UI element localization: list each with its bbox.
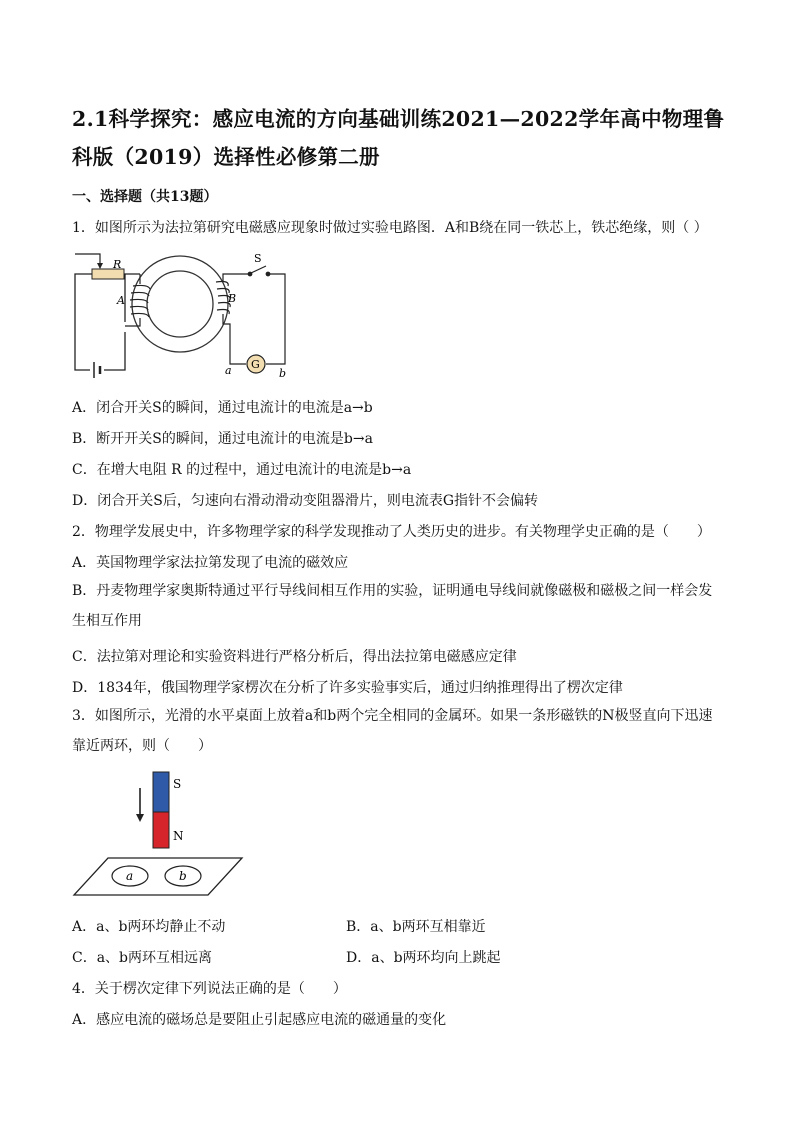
label-G: G — [251, 358, 260, 371]
question-2-stem: 2．物理学发展史中，许多物理学家的科学发现推动了人类历史的进步。有关物理学史正确的是（ ） — [72, 524, 711, 540]
down-arrow-icon — [136, 788, 144, 822]
label-N-pole: N — [173, 829, 184, 843]
q3-magnet-diagram — [70, 766, 250, 898]
battery-icon — [94, 362, 100, 378]
q1-option-d: D．闭合开关S后，匀速向右滑动滑动变阻器滑片，则电流表G指针不会偏转 — [72, 493, 538, 509]
q1-option-c: C．在增大电阻 R 的过程中，通过电流计的电流是b→a — [72, 462, 412, 478]
q1-option-b: B．断开开关S的瞬间，通过电流计的电流是b→a — [72, 431, 373, 447]
magnet-north-pole — [153, 812, 169, 848]
label-a: a — [225, 364, 232, 377]
label-B: B — [228, 292, 237, 305]
q1-option-a: A．闭合开关S的瞬间，通过电流计的电流是a→b — [72, 400, 373, 416]
q3-option-b: B．a、b两环互相靠近 — [346, 919, 486, 935]
q3-option-a: A．a、b两环均静止不动 — [72, 919, 226, 935]
q2-option-b: B．丹麦物理学家奥斯特通过平行导线间相互作用的实验，证明通电导线间就像磁极和磁极之间一样会发生相互作用 — [72, 583, 713, 629]
switch-icon — [248, 266, 285, 364]
rheostat-slider — [75, 254, 100, 268]
label-A: A — [117, 294, 125, 307]
q2-option-a: A．英国物理学家法拉第发现了电流的磁效应 — [72, 555, 349, 571]
q2-option-d: D．1834年，俄国物理学家楞次在分析了许多实验事实后，通过归纳推理得出了楞次定律 — [72, 680, 623, 696]
left-circuit — [75, 274, 140, 370]
q1-circuit-diagram — [70, 244, 295, 384]
section-heading: 一、选择题（共13题） — [72, 189, 218, 205]
q3-option-d: D．a、b两环均向上跳起 — [346, 950, 501, 966]
document-title: 2.1科学探究：感应电流的方向基础训练2021—2022学年高中物理鲁科版（2019）选择性必修第二册 — [72, 107, 725, 169]
tabletop — [74, 858, 242, 895]
label-b: b — [279, 367, 287, 380]
question-4-stem: 4．关于楞次定律下列说法正确的是（ ） — [72, 981, 347, 997]
question-3-stem: 3．如图所示，光滑的水平桌面上放着a和b两个完全相同的金属环。如果一条形磁铁的N极竖直向下迅速靠近两环，则（ ） — [72, 708, 713, 754]
label-S: S — [254, 252, 262, 265]
q3-option-c: C．a、b两环互相远离 — [72, 950, 213, 966]
magnet-south-pole — [153, 772, 169, 812]
q4-option-a: A．感应电流的磁场总是要阻止引起感应电流的磁通量的变化 — [72, 1012, 447, 1028]
coil-b — [216, 274, 248, 364]
label-ring-b: b — [179, 869, 187, 883]
label-ring-a: a — [126, 869, 134, 883]
label-S-pole: S — [173, 777, 182, 791]
question-1-stem: 1．如图所示为法拉第研究电磁感应现象时做过实验电路图．A和B绕在同一铁芯上，铁芯绝缘，则（ ） — [72, 220, 708, 236]
q2-option-c: C．法拉第对理论和实验资料进行严格分析后，得出法拉第电磁感应定律 — [72, 649, 517, 665]
label-R: R — [113, 258, 122, 271]
